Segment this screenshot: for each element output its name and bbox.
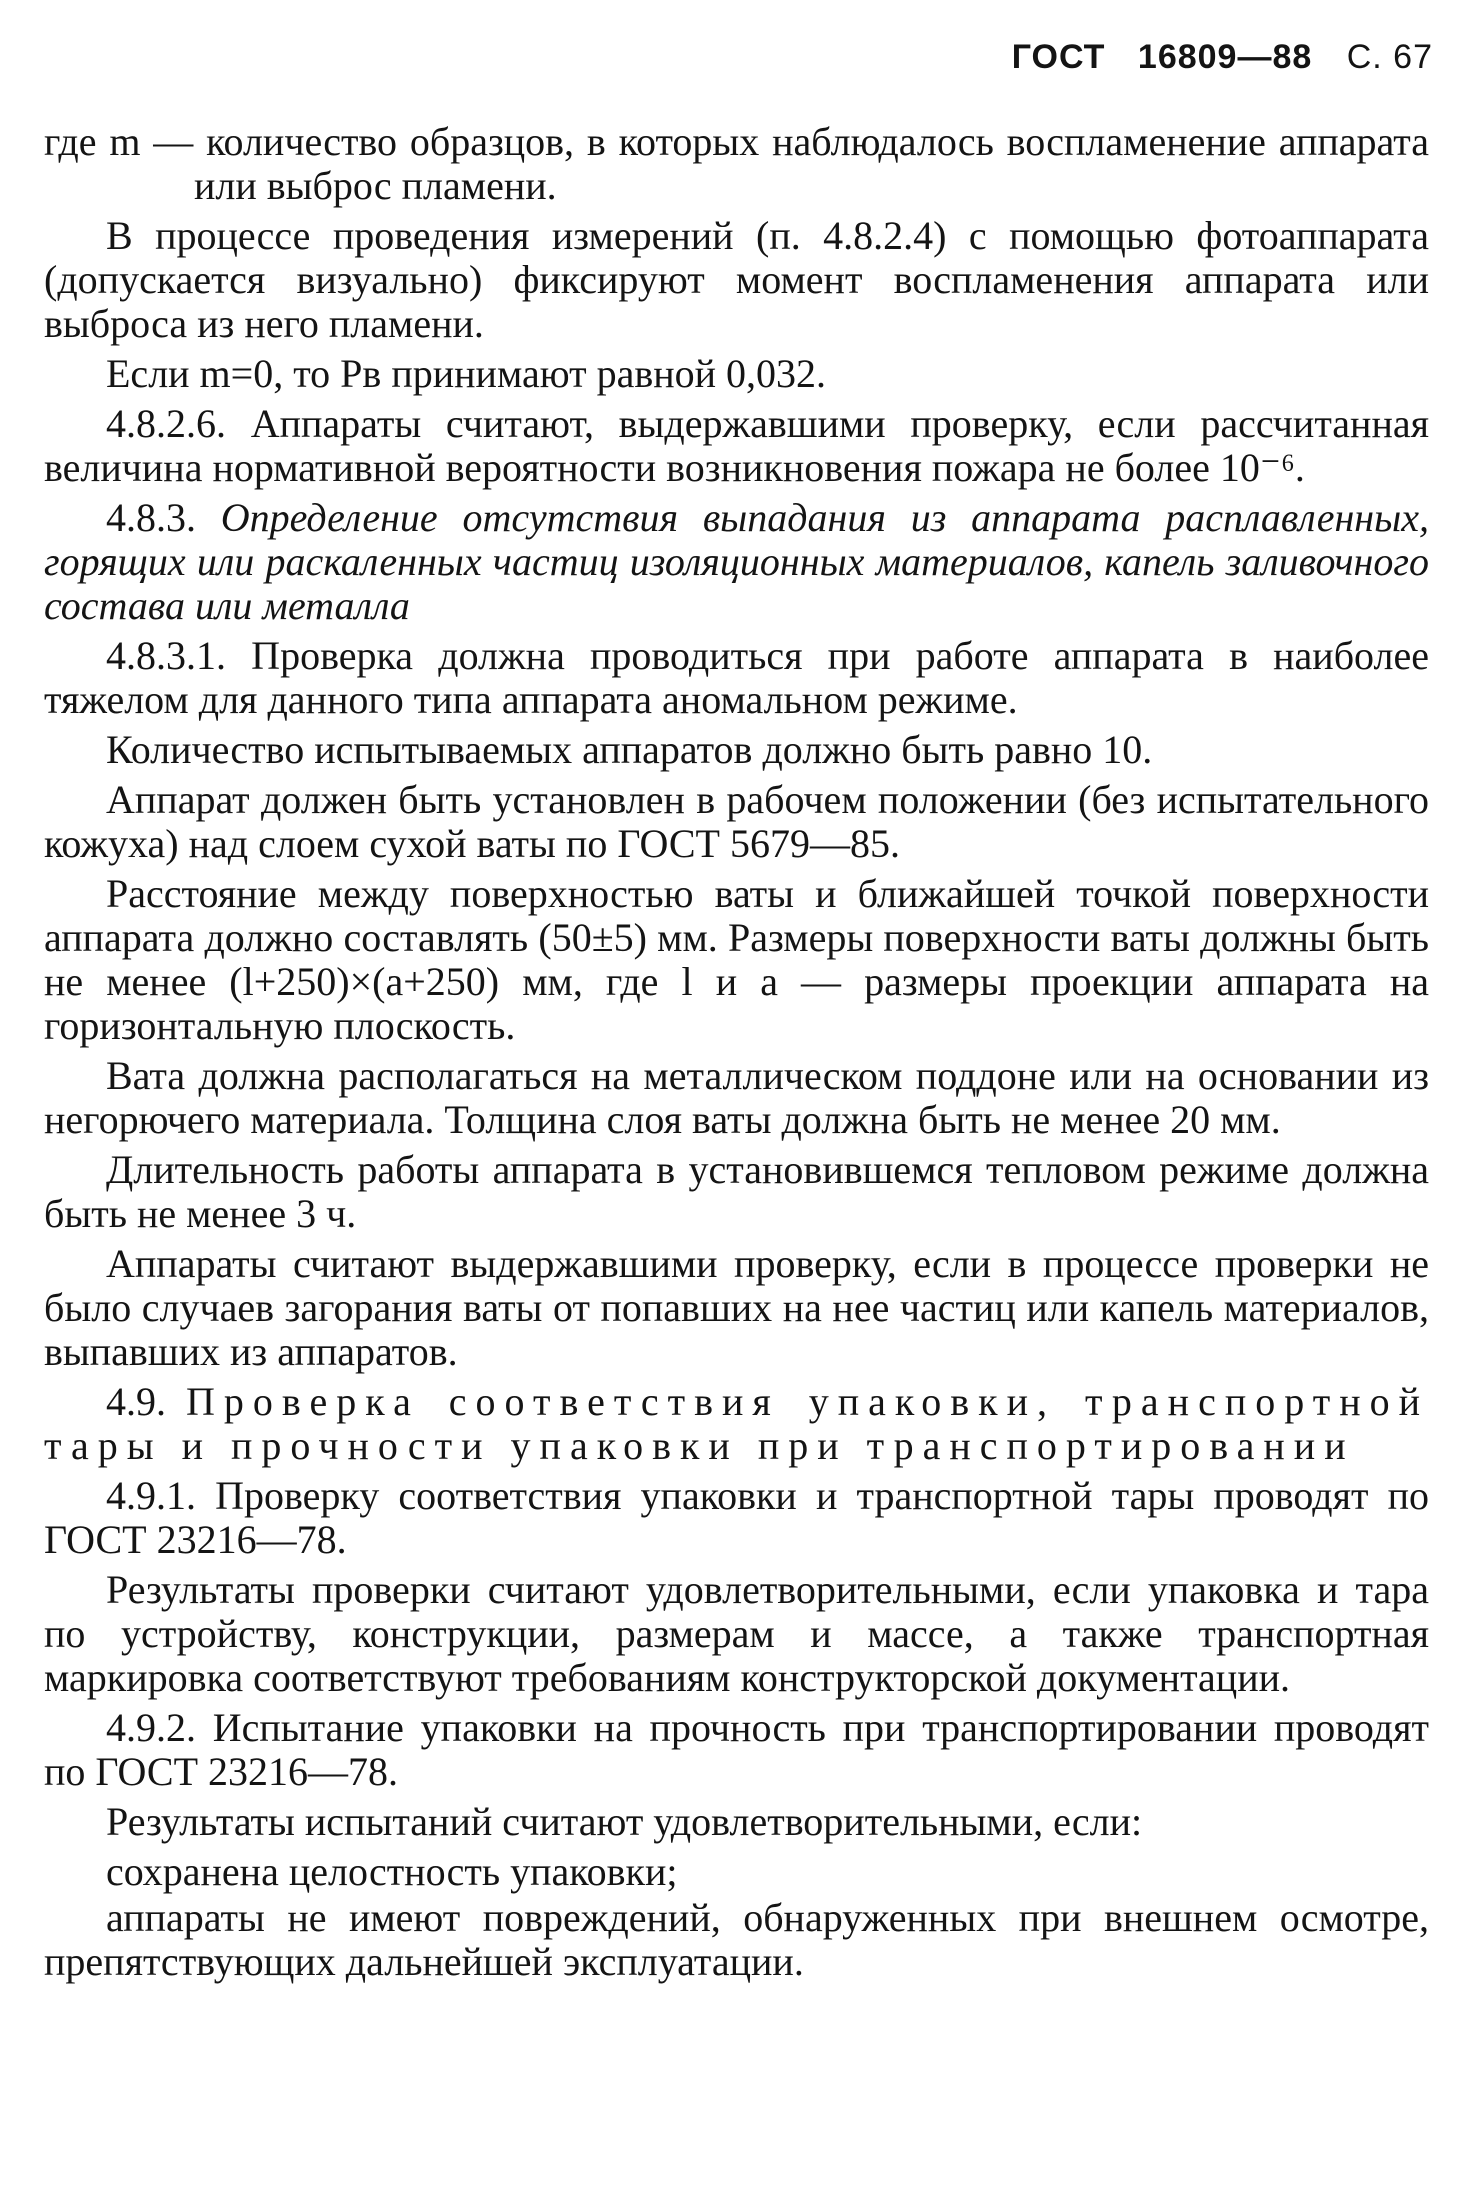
list-item-packaging-intact: сохранена целостность упаковки; (106, 1849, 678, 1894)
paragraph-test-results: Результаты испытаний считают удовлетворительными, если: (106, 1799, 1143, 1844)
paragraph-where-m: где m — количество образцов, в которых наблюдалось воспламенение аппарата или выброс пламени. (44, 119, 1429, 208)
paragraph-4-9-2: 4.9.2. Испытание упаковки на прочность при транспортировании проводят по ГОСТ 23216—78. (44, 1705, 1429, 1794)
paragraph-check-results: Результаты проверки считают удовлетворительными, если упаковка и тара по устройству, конструкции, размерам и массе, а также транспортная маркировка соответствуют требованиям конструкторской документации. (44, 1567, 1429, 1700)
section-title-4-8-3: Определение отсутствия выпадания из аппарата расплавленных, горящих или раскаленных частиц изоляционных материалов, капель заливочного состава или металла (44, 495, 1429, 628)
paragraph-distance: Расстояние между поверхностью ваты и ближайшей точкой поверхности аппарата должно составлять (50±5) мм. Размеры поверхности ваты должны быть не менее (l+250)×(a+250) мм, где l и a — размеры проекции аппарата на горизонтальную плоскость. (44, 871, 1429, 1048)
section-number-4-9: 4.9. (106, 1379, 166, 1424)
document-body (44, 120, 1429, 1986)
section-number-4-8-3: 4.8.3. (106, 495, 196, 540)
paragraph-pass-criteria: Аппараты считают выдержавшими проверку, если в процессе проверки не было случаев загорания ваты от попавших на нее частиц или капель материалов, выпавших из аппаратов. (44, 1241, 1429, 1374)
paragraph-cotton-tray: Вата должна располагаться на металлическом поддоне или на основании из негорючего материала. Толщина слоя ваты должна быть не менее 20 мм. (44, 1053, 1429, 1142)
paragraph-apparatus-position: Аппарат должен быть установлен в рабочем положении (без испытательного кожуха) над слоем сухой ваты по ГОСТ 5679—85. (44, 777, 1429, 866)
header-standard-label: ГОСТ (1011, 38, 1106, 76)
section-heading-4-9 (44, 1380, 1429, 1468)
section-title-4-9: Проверка соответствия упаковки, транспортной тары и прочности упаковки при транспортировании (44, 1379, 1430, 1468)
paragraph-if-m-zero: Если m=0, то Pв принимают равной 0,032. (106, 351, 827, 396)
paragraph-sample-count: Количество испытываемых аппаратов должно быть равно 10. (106, 727, 1153, 772)
header-standard-number: 16809—88 (1137, 38, 1313, 76)
paragraph-4-9-1: 4.9.1. Проверку соответствия упаковки и транспортной тары проводят по ГОСТ 23216—78. (44, 1473, 1429, 1562)
paragraph-4-8-2-6: 4.8.2.6. Аппараты считают, выдержавшими проверку, если рассчитанная величина нормативной вероятности возникновения пожара не более 10⁻⁶. (44, 401, 1429, 490)
section-heading-4-8-3 (44, 496, 1429, 628)
header-page-number: С. 67 (1346, 38, 1433, 76)
paragraph-duration: Длительность работы аппарата в установившемся тепловом режиме должна быть не менее 3 ч. (44, 1147, 1429, 1236)
page-header (1012, 38, 1433, 77)
paragraph-4-8-3-1: 4.8.3.1. Проверка должна проводиться при работе аппарата в наиболее тяжелом для данного типа аппарата аномальном режиме. (44, 633, 1429, 722)
list-item-no-damage: аппараты не имеют повреждений, обнаруженных при внешнем осмотре, препятствующих дальнейшей эксплуатации. (44, 1895, 1429, 1984)
paragraph-measurement-process: В процессе проведения измерений (п. 4.8.2.4) с помощью фотоаппарата (допускается визуально) фиксируют момент воспламенения аппарата или выброса из него пламени. (44, 213, 1429, 346)
